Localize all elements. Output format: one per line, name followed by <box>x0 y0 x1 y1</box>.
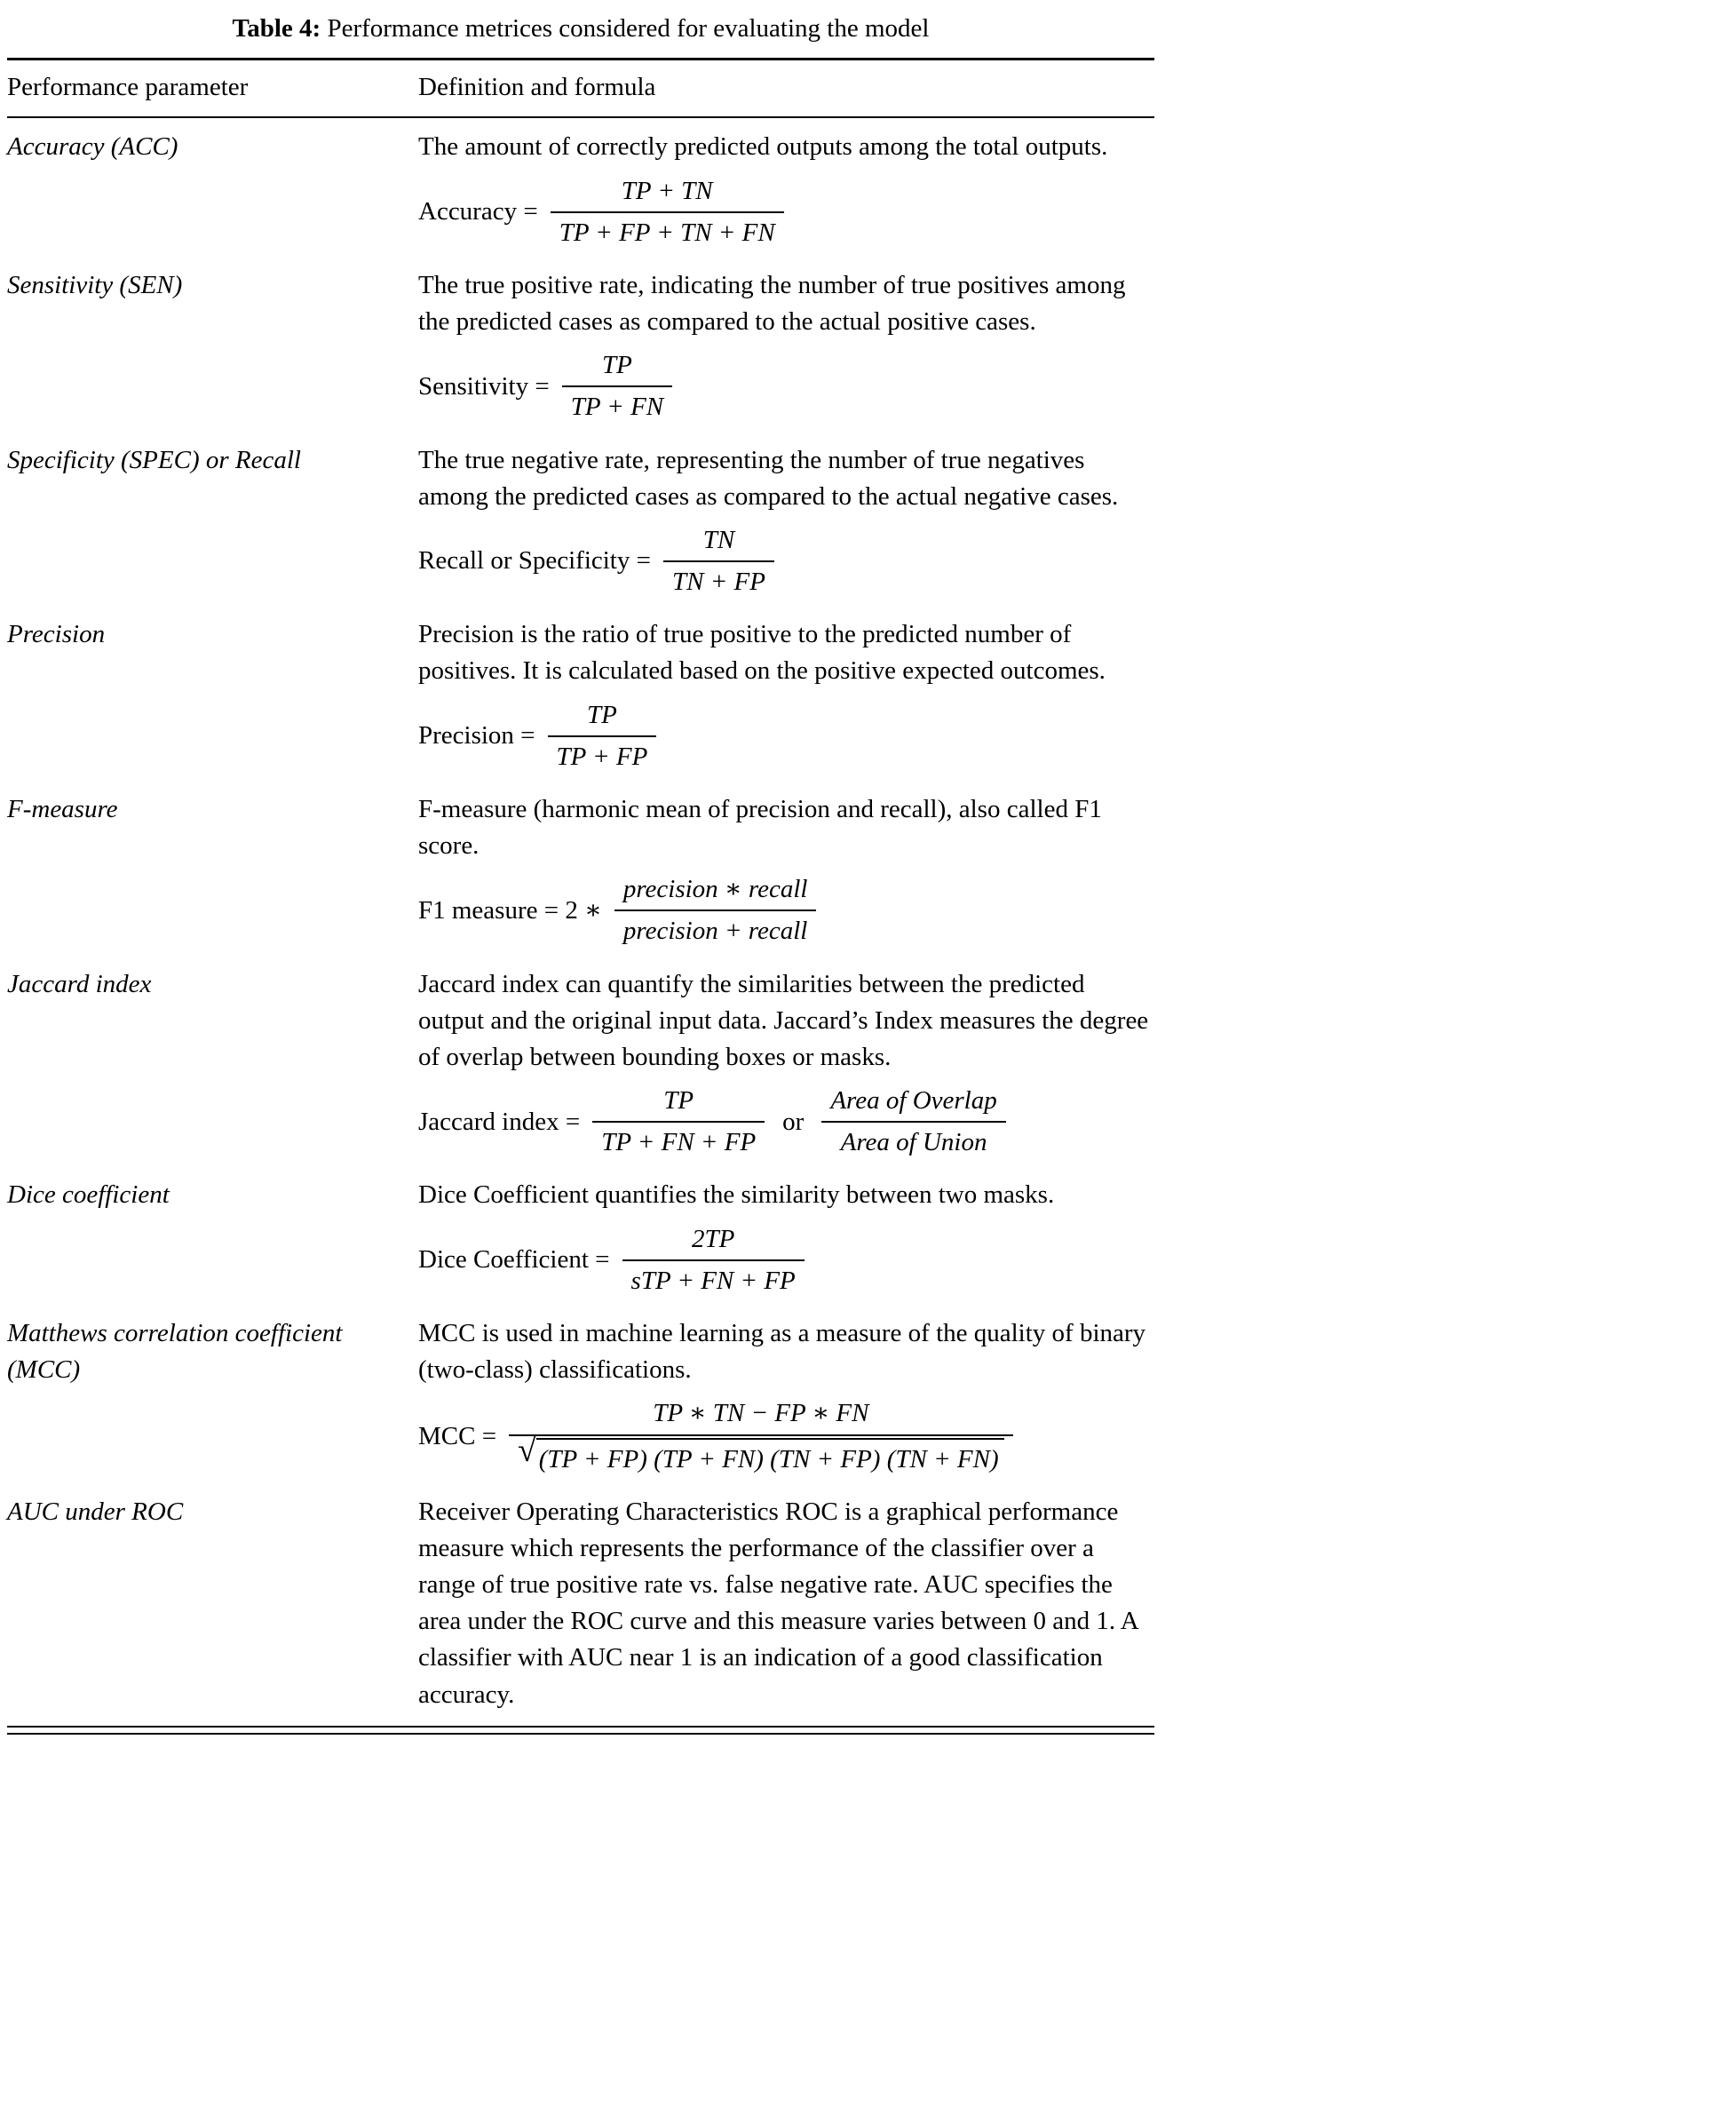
table-row <box>7 267 1154 432</box>
fraction-numerator: 2TP <box>691 1224 735 1253</box>
radicand: (TP + FP) (TP + FN) (TN + FP) (TN + FN) <box>536 1438 1004 1478</box>
table-caption <box>7 7 1154 58</box>
formula <box>418 697 1154 775</box>
fraction <box>592 1083 765 1161</box>
fraction-denominator: precision + recall <box>614 910 817 949</box>
formula <box>418 1221 1154 1299</box>
fraction <box>821 1083 1005 1161</box>
header-definition-formula: Definition and formula <box>418 73 656 102</box>
definition-cell <box>418 791 1154 956</box>
fraction-numerator: TP <box>663 1086 694 1116</box>
table-row <box>7 616 1154 781</box>
param-cell: Sensitivity (SEN) <box>7 270 183 299</box>
bottom-rule <box>7 1726 1154 1735</box>
definition-text: Dice Coefficient quantifies the similarity between two masks. <box>418 1180 1055 1210</box>
table-caption-label: Table 4: <box>232 14 321 43</box>
definition-cell <box>418 616 1154 781</box>
formula <box>418 522 1154 600</box>
formula <box>418 1083 1154 1161</box>
param-cell: F-measure <box>7 794 118 823</box>
formula <box>418 871 1154 949</box>
definition-text: MCC is used in machine learning as a measure of the quality of binary (two-class) classifications. <box>418 1318 1146 1385</box>
definition-cell <box>418 267 1154 432</box>
definition-text: Precision is the ratio of true positive to the predicted number of positives. It is calculated based on the positive expected outcomes. <box>418 620 1106 686</box>
formula-lhs: Dice Coefficient = <box>418 1245 610 1275</box>
formula-lhs: MCC = <box>418 1421 497 1450</box>
definition-text: The true negative rate, representing the number of true negatives among the predicted cases as compared to the actual negative cases. <box>418 445 1119 511</box>
fraction-denominator <box>509 1431 1013 1478</box>
definition-cell <box>418 442 1154 607</box>
fraction-denominator: sTP + FN + FP <box>622 1259 805 1299</box>
square-root <box>518 1431 1004 1478</box>
fraction <box>614 871 817 949</box>
fraction <box>562 347 672 425</box>
fraction-denominator: TN + FP <box>663 560 774 600</box>
definition-text: The amount of correctly predicted outputs among the total outputs. <box>418 132 1108 162</box>
fraction-numerator: Area of Overlap <box>830 1086 997 1116</box>
definition-text: F-measure (harmonic mean of precision and recall), also called F1 score. <box>418 794 1102 861</box>
fraction-numerator: TP <box>587 700 617 729</box>
radical-symbol: √ <box>518 1431 536 1469</box>
header-performance-parameter: Performance parameter <box>7 73 249 102</box>
table-row <box>7 129 1154 257</box>
table-row <box>7 1177 1154 1305</box>
definition-cell <box>418 1315 1154 1483</box>
param-cell: Accuracy (ACC) <box>7 132 178 162</box>
fraction <box>663 522 774 600</box>
fraction <box>509 1395 1013 1477</box>
definition-cell <box>418 129 1154 257</box>
definition-cell <box>418 1177 1154 1305</box>
definition-cell <box>418 1494 1154 1713</box>
fraction-numerator: TP <box>601 351 632 380</box>
formula <box>418 173 1154 251</box>
fraction <box>548 697 657 775</box>
definition-text: Receiver Operating Characteristics ROC is a graphical performance measure which represents the performance of the classifier over a range of true positive rate vs. false negative rate. AUC specifies the area under the ROC curve and this measure varies between 0 and 1. A classifier with AUC near 1 is an indication of a good classification accuracy. <box>418 1497 1138 1709</box>
table-row <box>7 442 1154 607</box>
table-row <box>7 966 1154 1167</box>
fraction-denominator: Area of Union <box>821 1121 1005 1161</box>
fraction-denominator: TP + FN + FP <box>592 1121 765 1161</box>
fraction-numerator: TN <box>702 525 735 554</box>
table-row <box>7 791 1154 956</box>
formula-lhs: Recall or Specificity = <box>418 546 651 576</box>
formula <box>418 347 1154 425</box>
param-cell: Dice coefficient <box>7 1180 170 1210</box>
table-row <box>7 1315 1154 1483</box>
formula-lhs: Precision = <box>418 721 535 751</box>
fraction-denominator: TP + FP <box>548 735 657 775</box>
fraction-numerator: TP + TN <box>621 176 713 205</box>
fraction <box>551 173 784 251</box>
formula-lhs: Jaccard index = <box>418 1107 581 1136</box>
fraction-denominator: TP + FP + TN + FN <box>551 211 784 251</box>
formula-lhs: Accuracy = <box>418 197 538 226</box>
table-header-row <box>7 60 1154 116</box>
param-cell: Precision <box>7 620 106 649</box>
table-row <box>7 1494 1154 1713</box>
param-cell: AUC under ROC <box>7 1497 184 1526</box>
definition-cell <box>418 966 1154 1167</box>
param-cell: Jaccard index <box>7 969 152 998</box>
or-text: or <box>782 1107 805 1136</box>
param-cell: Specificity (SPEC) or Recall <box>7 445 301 474</box>
metrics-table <box>7 7 1154 1735</box>
formula <box>418 1395 1154 1477</box>
param-cell: Matthews correlation coefficient (MCC) <box>7 1318 343 1385</box>
definition-text: Jaccard index can quantify the similarities between the predicted output and the original input data. Jaccard’s Index measures the degree of overlap between bounding boxes or masks. <box>418 969 1149 1071</box>
fraction-denominator: TP + FN <box>562 385 672 425</box>
fraction-numerator: TP ∗ TN − FP ∗ FN <box>653 1399 869 1428</box>
fraction-numerator: precision ∗ recall <box>622 875 808 904</box>
table-caption-text: Performance metrices considered for evaluating the model <box>321 14 930 43</box>
formula-lhs: Sensitivity = <box>418 371 550 401</box>
fraction <box>622 1221 805 1299</box>
header-rule <box>7 116 1154 118</box>
formula-lhs: F1 measure = 2 ∗ <box>418 895 602 925</box>
definition-text: The true positive rate, indicating the number of true positives among the predicted cases as compared to the actual positive cases. <box>418 270 1126 337</box>
